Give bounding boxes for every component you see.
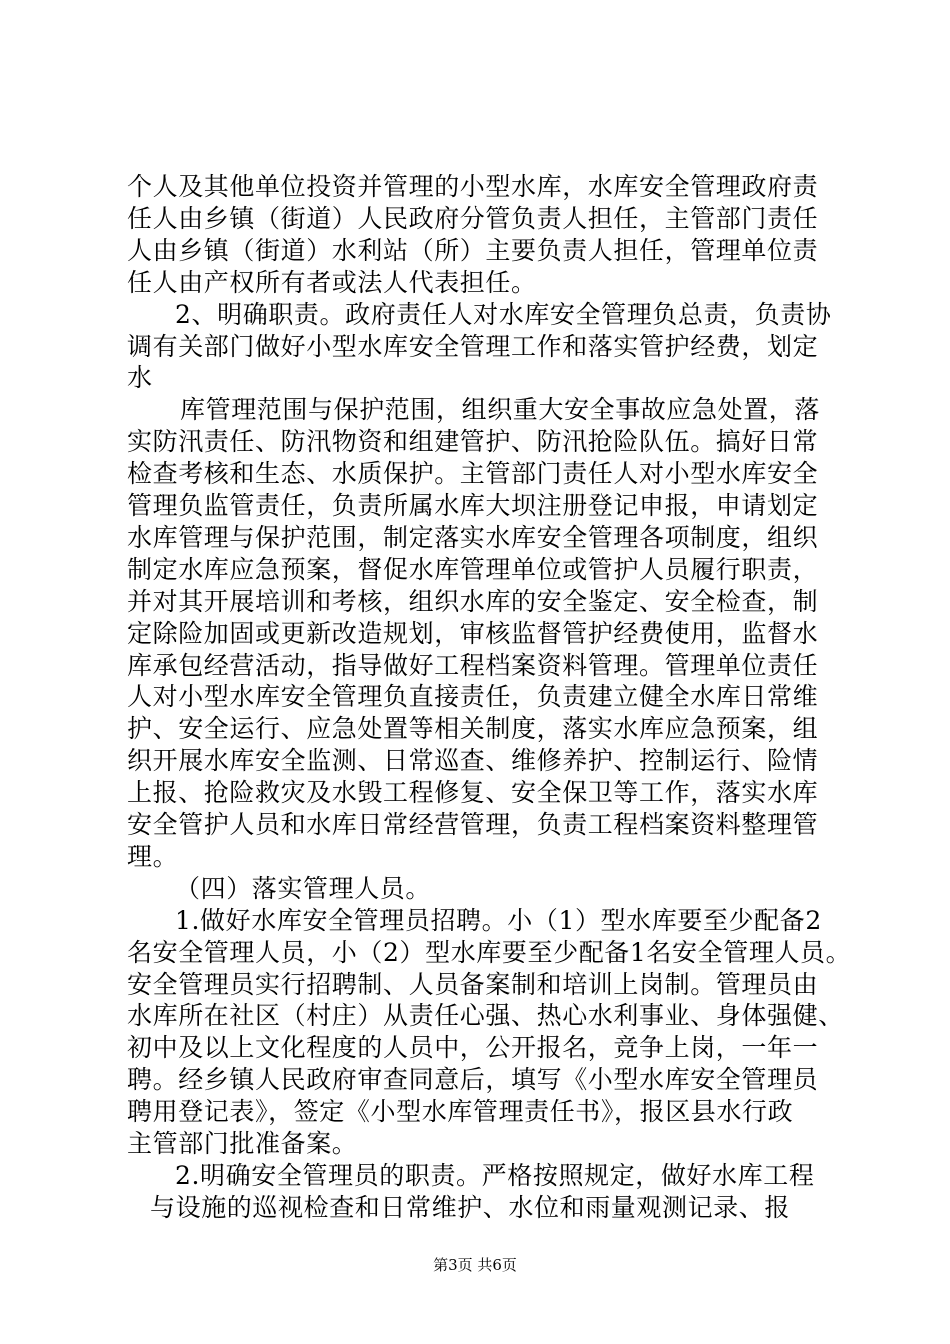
text-line: 上报、抢险救灾及水毁工程修复、安全保卫等工作，落实水库 <box>127 778 819 808</box>
text-line: 聘。经乡镇人民政府审查同意后，填写《小型水库安全管理员 <box>127 1065 819 1095</box>
text-line: 水 <box>127 363 153 393</box>
text-line: 水库管理与保护范围，制定落实水库安全管理各项制度，组织 <box>127 522 819 552</box>
text-line: 与设施的巡视检查和日常维护、水位和雨量观测记录、报 <box>150 1192 791 1222</box>
text-line: 2、明确职责。政府责任人对水库安全管理负总责，负责协 <box>175 299 832 329</box>
text-line: 水库所在社区（村庄）从责任心强、热心水利事业、身体强健、 <box>127 1001 844 1031</box>
text-line: 主管部门批准备案。 <box>127 1129 358 1158</box>
text-line: 名安全管理人员，小（2）型水库要至少配备1名安全管理人员。 <box>127 937 852 967</box>
text-line: 聘用登记表》，签定《小型水库管理责任书》，报区县水行政 <box>127 1097 794 1127</box>
text-line: 初中及以上文化程度的人员中，公开报名，竞争上岗，一年一 <box>127 1033 819 1063</box>
text-line: 安全管护人员和水库日常经营管理，负责工程档案资料整理管 <box>127 810 819 839</box>
text-line: 2.明确安全管理员的职责。严格按照规定，做好水库工程 <box>175 1160 815 1190</box>
section-heading: （四）落实管理人员。 <box>175 873 432 903</box>
text-line: 检查考核和生态、水质保护。主管部门责任人对小型水库安全 <box>127 459 819 489</box>
text-line: 护、安全运行、应急处置等相关制度，落实水库应急预案，组 <box>127 714 819 744</box>
text-line: 管理负监管责任，负责所属水库大坝注册登记申报，申请划定 <box>127 491 819 520</box>
text-line: 库管理范围与保护范围，组织重大安全事故应急处置，落 <box>180 395 821 425</box>
text-line: 调有关部门做好小型水库安全管理工作和落实管护经费，划定 <box>127 331 819 361</box>
text-line: 安全管理员实行招聘制、人员备案制和培训上岗制。管理员由 <box>127 969 819 999</box>
text-line: 实防汛责任、防汛物资和组建管护、防汛抢险队伍。搞好日常 <box>127 427 819 457</box>
text-line: 定除险加固或更新改造规划，审核监督管护经费使用，监督水 <box>127 618 819 648</box>
text-line: 并对其开展培训和考核，组织水库的安全鉴定、安全检查，制 <box>127 586 819 616</box>
text-line: 任人由产权所有者或法人代表担任。 <box>127 267 537 297</box>
text-line: 人由乡镇（街道）水利站（所）主要负责人担任，管理单位责 <box>127 235 819 265</box>
text-line: 任人由乡镇（街道）人民政府分管负责人担任，主管部门责任 <box>127 203 819 233</box>
text-line: 理。 <box>127 841 179 871</box>
text-line: 制定水库应急预案，督促水库管理单位或管护人员履行职责， <box>127 554 819 584</box>
text-line: 库承包经营活动，指导做好工程档案资料管理。管理单位责任 <box>127 650 819 680</box>
page-number-footer: 第3页 共6页 <box>433 1256 517 1274</box>
text-line: 人对小型水库安全管理负直接责任，负责建立健全水库日常维 <box>127 682 819 712</box>
text-line: 1.做好水库安全管理员招聘。小（1）型水库要至少配备2 <box>175 905 822 935</box>
text-line: 织开展水库安全监测、日常巡查、维修养护、控制运行、险情 <box>127 746 819 776</box>
text-line: 个人及其他单位投资并管理的小型水库，水库安全管理政府责 <box>127 172 819 201</box>
